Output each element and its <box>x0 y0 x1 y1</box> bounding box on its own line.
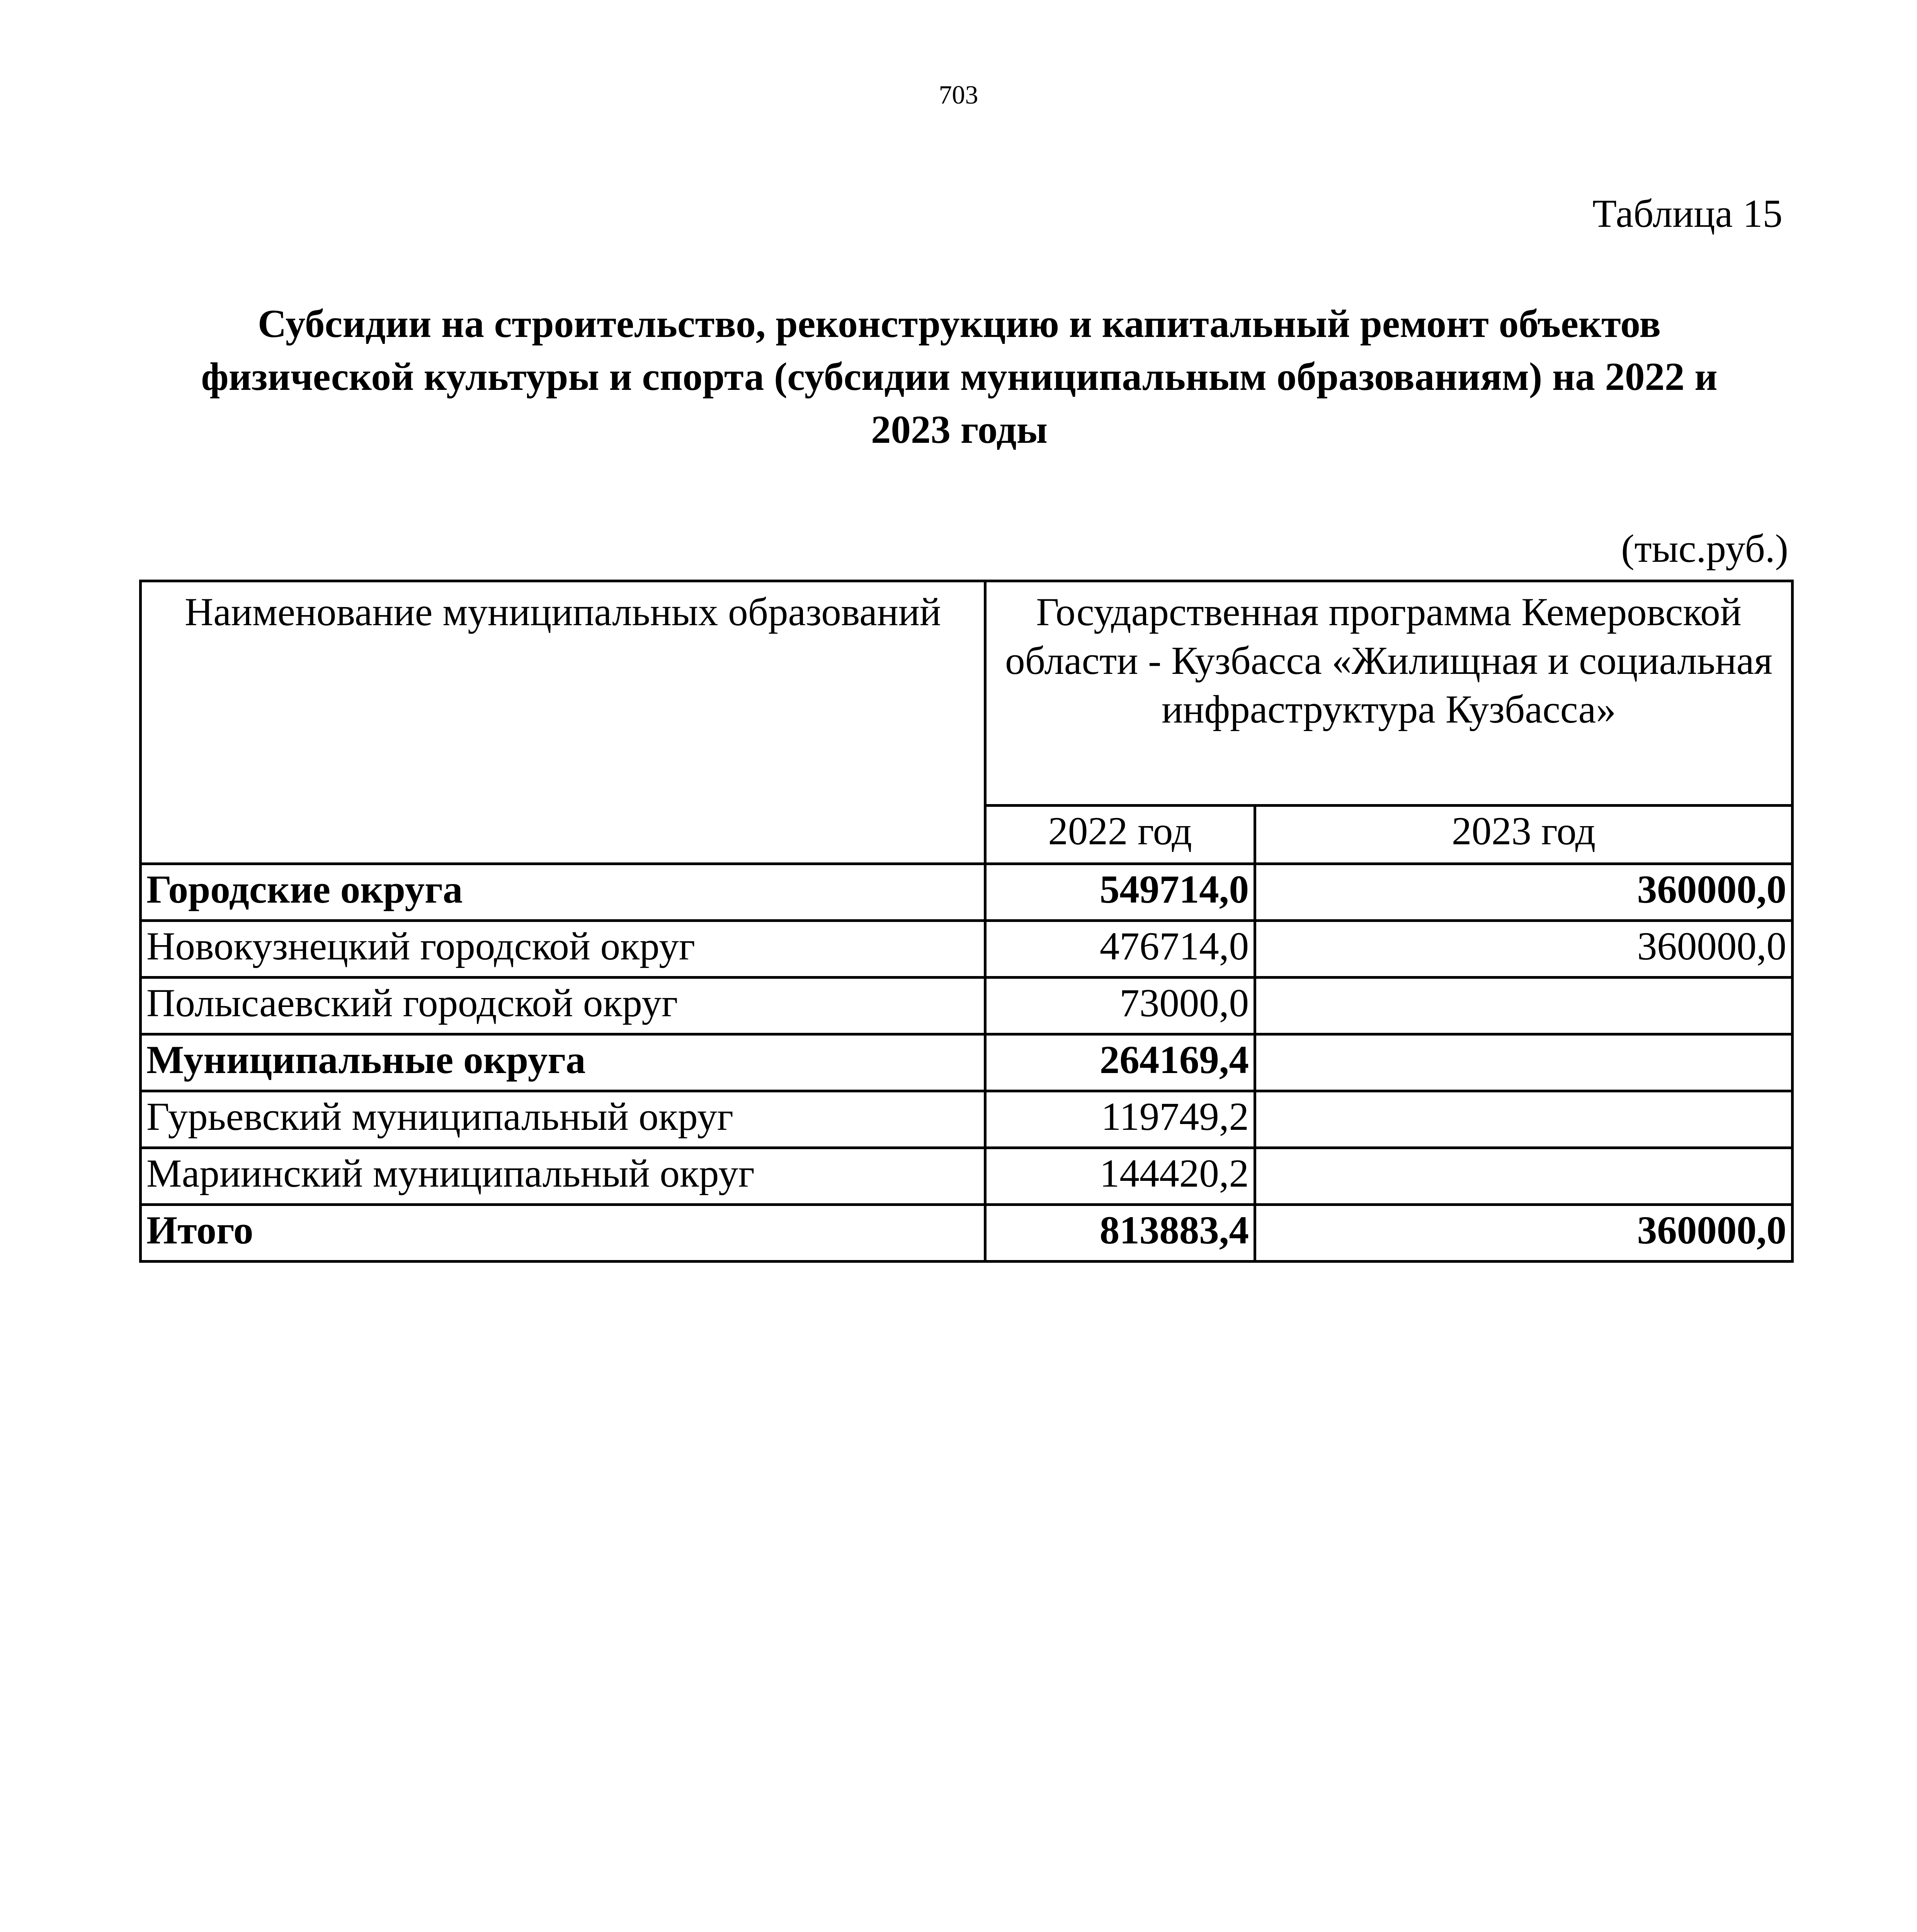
row-value-2022: 73000,0 <box>985 978 1255 1034</box>
row-value-2023: 360000,0 <box>1255 921 1793 978</box>
row-name: Итого <box>141 1205 985 1262</box>
title-line-3: 2023 годы <box>871 408 1048 452</box>
table-row <box>141 1205 1793 1262</box>
title-line-2: физической культуры и спорта (субсидии муниципальным образованиям) на 2022 и <box>201 355 1718 399</box>
header-state-program: Государственная программа Кемеровской области - Кузбасса «Жилищная и социальная инфраструктура Кузбасса» <box>985 581 1793 806</box>
row-name: Муниципальные округа <box>141 1034 985 1091</box>
row-value-2022: 264169,4 <box>985 1034 1255 1091</box>
row-name: Полысаевский городской округ <box>141 978 985 1034</box>
document-title <box>139 298 1779 456</box>
row-value-2022: 476714,0 <box>985 921 1255 978</box>
header-municipality-name: Наименование муниципальных образований <box>141 581 985 864</box>
header-year-2022: 2022 год <box>985 806 1255 864</box>
row-name: Гурьевский муниципальный округ <box>141 1091 985 1148</box>
row-value-2023 <box>1255 978 1793 1034</box>
table-row <box>141 1034 1793 1091</box>
title-line-1: Субсидии на строительство, реконструкцию и капитальный ремонт объектов <box>258 302 1661 346</box>
table-row <box>141 1148 1793 1205</box>
page-number: 703 <box>939 80 978 109</box>
row-value-2023 <box>1255 1091 1793 1148</box>
row-value-2022: 549714,0 <box>985 864 1255 921</box>
row-value-2022: 144420,2 <box>985 1148 1255 1205</box>
units-label: (тыс.руб.) <box>1621 527 1788 571</box>
row-value-2023 <box>1255 1148 1793 1205</box>
row-value-2022: 119749,2 <box>985 1091 1255 1148</box>
table-row <box>141 978 1793 1034</box>
row-name: Мариинский муниципальный округ <box>141 1148 985 1205</box>
row-value-2022: 813883,4 <box>985 1205 1255 1262</box>
row-name: Городские округа <box>141 864 985 921</box>
row-value-2023: 360000,0 <box>1255 1205 1793 1262</box>
row-name: Новокузнецкий городской округ <box>141 921 985 978</box>
table-row <box>141 1091 1793 1148</box>
header-year-2023: 2023 год <box>1255 806 1793 864</box>
table-row <box>141 864 1793 921</box>
subsidies-table <box>139 580 1794 1263</box>
row-value-2023 <box>1255 1034 1793 1091</box>
table-row <box>141 921 1793 978</box>
table-label: Таблица 15 <box>1592 192 1783 236</box>
row-value-2023: 360000,0 <box>1255 864 1793 921</box>
